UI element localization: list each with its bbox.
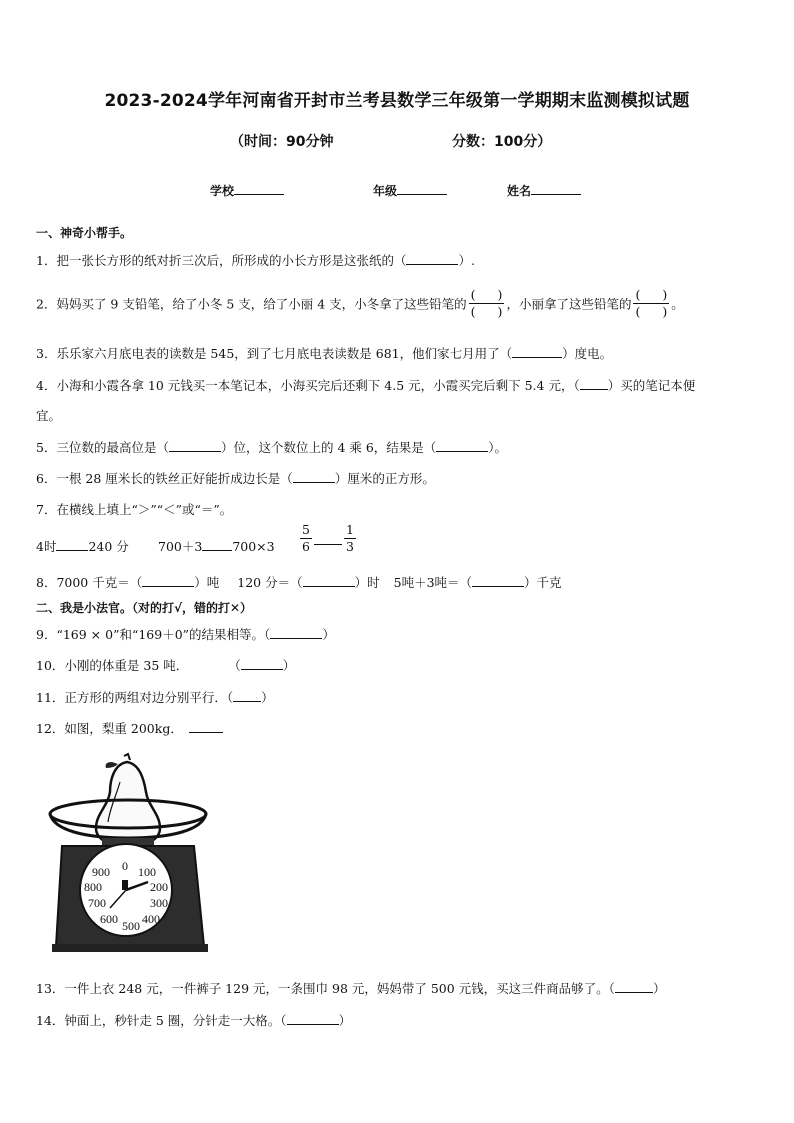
paren-open: ( [635,304,641,319]
name-label: 姓名 [507,184,532,198]
question-5-text: 5．三位数的最高位是（ [36,440,169,455]
question-1 [36,251,475,269]
paren-close: ） [282,658,296,673]
dial-number: 700 [88,896,106,910]
question-8-text-3: 5吨＋3吨＝（ [393,575,473,590]
dial-number: 800 [84,880,102,894]
question-9 [36,625,335,643]
answer-blank[interactable] [169,439,221,452]
paren-close: ) [497,287,503,302]
question-14-end: ） [338,1013,352,1028]
unit: ）千克 [524,575,562,590]
question-14-text: 14．钟面上，秒针走 5 圈，分针走一大格。（ [36,1013,287,1028]
answer-blank[interactable] [142,574,194,587]
answer-blank[interactable] [436,439,488,452]
compare-blank[interactable] [56,538,88,551]
question-4-line2: 宜。 [36,408,62,423]
answer-blank[interactable] [241,657,283,670]
question-3-text: 3．乐乐家六月底电表的读数是 545，到了七月底电表读数是 681，他们家七月用了（ [36,346,513,361]
scale-with-pear-image [44,752,224,957]
question-10-text: 10．小刚的体重是 35 吨． [36,658,189,673]
dial-number: 0 [122,859,128,873]
question-2-text: 2．妈妈买了 9 支铅笔，给了小冬 5 支，给了小丽 4 支，小冬拿了这些铅笔的 [36,296,467,312]
question-1-text: 1．把一张长方形的纸对折三次后，所形成的小长方形是这张纸的（ [36,253,407,268]
answer-blank[interactable] [303,574,355,587]
school-label: 学校 [210,184,235,198]
question-5-end: ）。 [488,440,508,455]
question-11 [36,688,274,706]
dial-number: 600 [100,912,118,926]
dial-number: 100 [138,865,156,879]
numerator: 5 [302,522,310,537]
answer-blank[interactable] [615,980,653,993]
dial-number: 900 [92,865,110,879]
question-5-text-2: ）位，这个数位上的 4 乘 6，结果是（ [220,440,437,455]
dial-number: 500 [122,919,140,933]
answer-blank[interactable] [512,345,562,358]
question-8-text-2: 120 分＝（ [237,575,303,590]
grade-label: 年级 [373,184,398,198]
question-10 [36,656,295,674]
question-4 [36,376,695,394]
score-label: 分数：100分） [452,134,552,150]
fraction [300,522,312,555]
paren-open: （ [228,658,241,673]
answer-blank[interactable] [189,720,223,733]
question-8 [36,573,562,591]
answer-blank[interactable] [406,252,458,265]
scale-illustration [44,752,224,957]
section-1-heading: 一、神奇小帮手。 [36,226,133,240]
question-12-text: 12．如图，梨重 200kg． [36,721,183,736]
fraction-blank[interactable] [633,287,669,320]
compare-blank[interactable] [202,538,232,551]
unit: ）吨 [194,575,220,590]
question-6-text: 6．一根 28 厘米长的铁丝正好能折成边长是（ [36,471,293,486]
school-field[interactable] [210,182,284,199]
compare-left: 700＋3 [158,539,203,554]
denominator: 6 [302,539,310,554]
compare-right: 240 分 [88,539,129,554]
answer-blank[interactable] [472,574,524,587]
answer-blank[interactable] [580,377,608,390]
question-9-text: 9．“169 × 0”和“169＋0”的结果相等。（ [36,627,271,642]
denominator: 3 [345,539,354,554]
fraction-blank[interactable] [469,287,505,320]
compare-left: 4时 [36,539,57,554]
unit: ）时 [354,575,380,590]
question-9-end: ） [322,627,335,642]
question-13-end: ） [652,981,666,996]
dial-number: 300 [150,896,168,910]
question-13-text: 13．一件上衣 248 元，一件裤子 129 元，一条围巾 98 元，妈妈带了 500 元钱，买这三件商品够了。（ [36,981,615,996]
answer-blank[interactable] [233,689,261,702]
compare-right: 700×3 [232,539,275,554]
answer-blank[interactable] [270,626,322,639]
time-label: （时间：90分钟 [230,134,334,150]
name-field[interactable] [507,182,581,199]
question-14 [36,1011,351,1029]
grade-field[interactable] [373,182,447,199]
question-5 [36,438,507,456]
answer-blank[interactable] [287,1012,339,1025]
dial-number: 200 [150,880,168,894]
question-6 [36,469,435,487]
answer-blank[interactable] [293,470,335,483]
question-4-text: 4．小海和小霞各拿 10 元钱买一本笔记本，小海买完后还剩下 4.5 元，小霞买完后剩下 5.4 元，（ [36,378,580,393]
compare-blank[interactable] [314,532,342,545]
question-7: 7．在横线上填上“＞”“＜”或“＝”。 [36,502,233,517]
question-2-end: 。 [671,296,684,312]
grade-blank[interactable] [397,182,447,195]
question-2 [36,287,684,320]
paren-close: ) [662,304,668,319]
question-7-item-1 [36,537,129,555]
question-11-end: ） [261,690,274,705]
question-1-end: ）. [458,253,475,268]
paren-close: ) [497,304,503,319]
question-11-text: 11．正方形的两组对边分别平行．（ [36,690,234,705]
paren-open: ( [635,287,641,302]
question-8-text: 8．7000 千克＝（ [36,575,143,590]
question-3 [36,344,612,362]
question-7-item-3 [298,522,358,555]
school-blank[interactable] [234,182,284,195]
dial-number: 400 [142,912,160,926]
name-blank[interactable] [531,182,581,195]
question-6-end: ）厘米的正方形。 [334,471,435,486]
question-12 [36,719,223,737]
question-2-text-2: ，小丽拿了这些铅笔的 [506,296,632,312]
page-title: 2023-2024学年河南省开封市兰考县数学三年级第一学期期末监测模拟试题 [104,91,690,111]
question-3-end: ）度电。 [562,346,613,361]
section-2-heading: 二、我是小法官。（对的打√，错的打✕） [36,601,253,615]
question-7-item-2 [158,537,275,555]
question-13 [36,979,665,997]
paren-open: ( [470,304,476,319]
numerator: 1 [345,522,354,537]
paren-open: ( [470,287,476,302]
fraction [344,522,356,555]
question-4-text-2: ）买的笔记本便 [607,378,696,393]
paren-close: ) [662,287,668,302]
